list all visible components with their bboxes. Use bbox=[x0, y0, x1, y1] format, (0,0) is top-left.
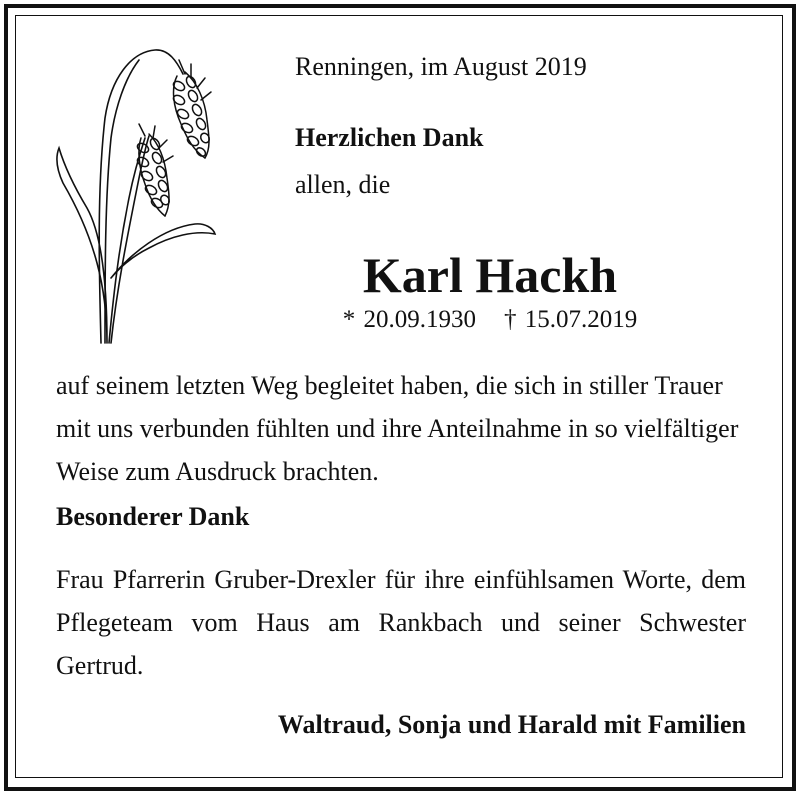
deceased-name: Karl Hackh bbox=[362, 247, 618, 303]
birth-date: * 20.09.1930 bbox=[342, 306, 476, 333]
life-dates bbox=[250, 306, 730, 334]
wheat-icon bbox=[45, 38, 225, 348]
signature: Waltraud, Sonja und Harald mit Familien bbox=[277, 710, 746, 739]
special-thanks-heading: Besonderer Dank bbox=[56, 502, 250, 531]
place-date: Renningen, im August 2019 bbox=[295, 52, 587, 81]
death-date: † 15.07.2019 bbox=[504, 306, 638, 333]
body-text: auf seinem letzten Weg begleitet haben, die sich in stiller Trauer mit uns verbunden fühlten und ihre Anteilnahme in so vielfältiger Weise zum Ausdruck brachten. bbox=[56, 371, 739, 486]
thanks-subline: allen, die bbox=[295, 170, 391, 199]
thanks-heading: Herzlichen Dank bbox=[295, 123, 484, 152]
special-thanks-text: Frau Pfarrerin Gruber-Drexler für ihre einfühlsamen Worte, dem Pflegeteam vom Haus am Rankbach und seiner Schwester Gertrud. bbox=[56, 565, 746, 680]
